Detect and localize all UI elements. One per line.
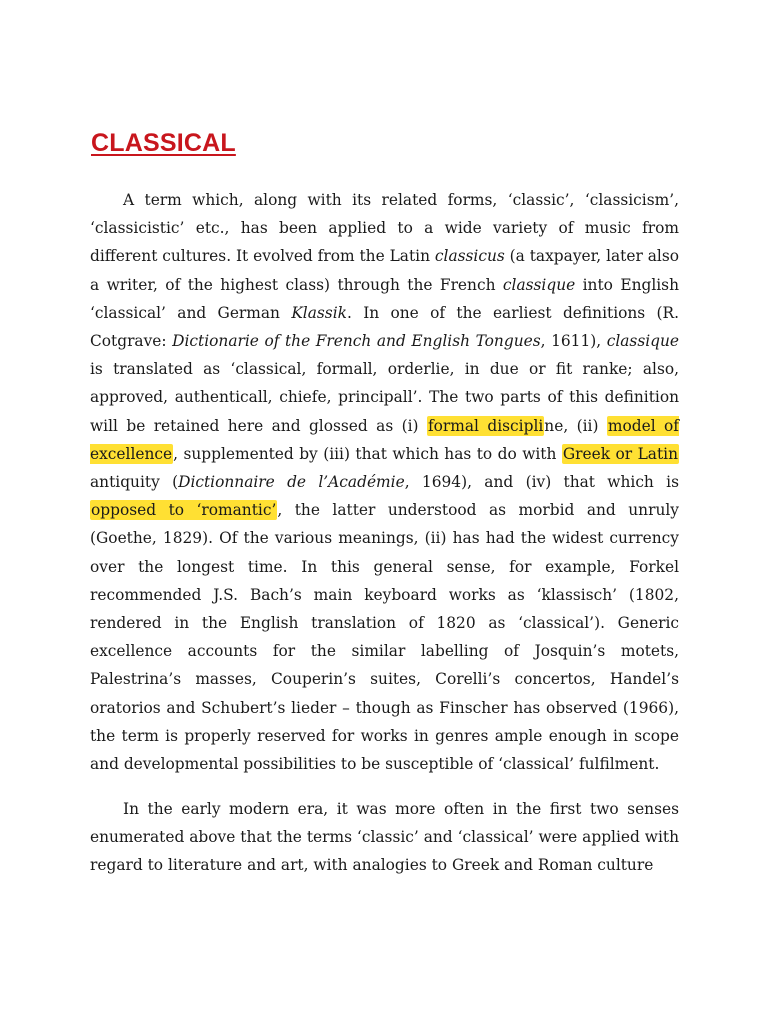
- italic-term: classicus: [434, 247, 505, 266]
- text-run: , 1611),: [540, 332, 607, 351]
- text-run: , 1694), and (iv) that which is: [404, 473, 679, 492]
- italic-term: classique: [502, 275, 576, 294]
- text-run: , supplemented by (iii) that which has to do with: [173, 444, 562, 463]
- text-run: into English ‘classical’ and German: [90, 275, 679, 322]
- highlight-model-of-excellence[interactable]: model of excellence: [90, 416, 679, 463]
- italic-term: Klassik: [291, 303, 347, 322]
- paragraph-2: In the early modern era, it was more often in the first two senses enumerated above that the terms ‘classic’ and ‘classical’ were applied with regard to literature and art, with analogies to Greek and Roman culture: [90, 800, 679, 875]
- text-run: ne, (ii): [544, 416, 607, 435]
- text-run: (a taxpayer, later also a writer, of the highest class) through the French: [90, 247, 679, 294]
- italic-title: Dictionnaire de l’Académie: [178, 473, 405, 492]
- text-run: , the latter understood as morbid and unruly (Goethe, 1829). Of the various meanings, (ii) has had the widest currency over the longest time. In this general sense, for example, Forkel recommended J.S. Bach’s main keyboard works as ‘klassisch’ (1802, rendered in the English translation of 1820 as ‘classical’). Generic excellence accounts for the similar labelling of Josquin’s motets, Palestrina’s masses, Couperin’s suites, Corelli’s concertos, Handel’s oratorios and Schubert’s lieder – though as Finscher has observed (1966), the term is properly reserved for works in genres ample enough in scope and developmental possibilities to be susceptible of ‘classical’ fulfilment.: [90, 501, 679, 774]
- paragraph-1: [90, 186, 679, 778]
- highlight-opposed-to-romantic[interactable]: opposed to ‘romantic’: [91, 501, 277, 520]
- text-run: . In one of the earliest definitions (R. Cotgrave:: [90, 303, 679, 351]
- text-run: A term which, along with its related forms, ‘classic’, ‘classicism’, ‘classicistic’ etc., has been applied to a wide variety of music from different cultures. It evolved from the Latin: [90, 191, 679, 266]
- page-title: CLASSICAL: [91, 129, 236, 157]
- highlight-formal-discipline[interactable]: formal discipli: [427, 416, 544, 435]
- highlight-greek-or-latin[interactable]: Greek or Latin: [562, 444, 678, 463]
- text-run: is translated as ‘classical, formall, orderlie, in due or fit ranke; also, approved, authenticall, chiefe, principall’. The two parts of this definition will be retained here and glossed as (i): [90, 360, 679, 435]
- italic-title: Dictionarie of the French and English Tongues: [172, 332, 541, 351]
- italic-term: classique: [606, 332, 680, 351]
- text-run: antiquity (: [90, 473, 179, 492]
